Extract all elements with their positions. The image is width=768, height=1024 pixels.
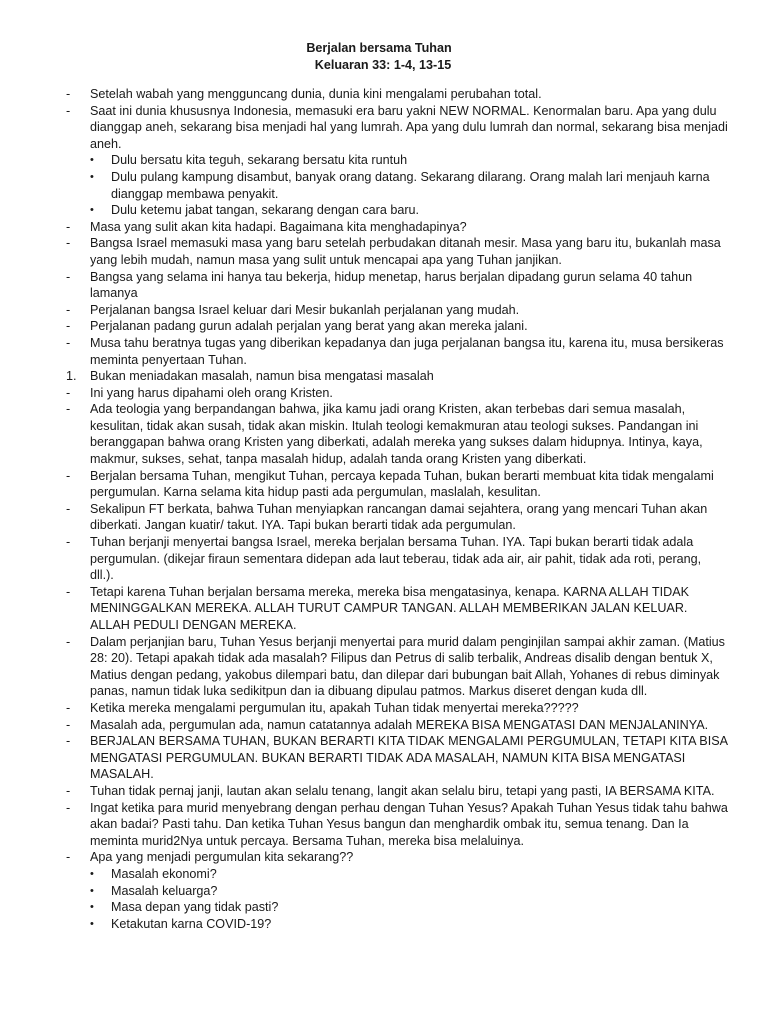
bullet-item — [66, 169, 728, 202]
list-item-text: Bangsa yang selama ini hanya tau bekerja, hidup menetap, harus berjalan dipadang gurun selama 40 tahun lamanya — [90, 269, 693, 301]
list-item — [66, 401, 728, 467]
list-item-text: Ada teologia yang berpandangan bahwa, jika kamu jadi orang Kristen, akan terbebas dari semua masalah, kesulitan, tidak akan susah, tidak akan miskin. Itulah teologi kemakmuran atau teologi sukses. Pandangan ini beranggapan bahwa orang Kristen yang diberkati, adalah mereka yang sukses dalam hidupnya. Intinya, kaya, makmur, sukses, sehat, tanpa masalah hidup, adalah tanda orang Kristen yang diberkati. — [90, 402, 703, 467]
list-item-text: Masa depan yang tidak pasti? — [111, 900, 279, 915]
list-item — [66, 86, 728, 103]
list-marker: - — [66, 87, 71, 101]
bullet-item — [66, 916, 728, 933]
list-item — [66, 849, 728, 866]
list-marker: - — [66, 468, 71, 483]
list-item-text: Tetapi karena Tuhan berjalan bersama mereka, mereka bisa mengatasinya, kenapa. KARNA ALLAH TIDAK MENINGGALKAN MEREKA. ALLAH TURUT CAMPUR TANGAN. ALLAH MEMBERIKAN JALAN KELUAR. ALLAH PEDULI DENGAN MEREKA. — [90, 584, 689, 632]
list-item-text: Berjalan bersama Tuhan, mengikut Tuhan, percaya kepada Tuhan, bukan berarti membuat kita tidak mengalami pergumulan. Karna selama kita hidup pasti ada pergumulan, maslalah, kesulitan. — [90, 468, 714, 500]
bullet-marker: • — [90, 154, 94, 167]
list-item — [66, 700, 728, 717]
list-item-text: Apa yang menjadi pergumulan kita sekarang?? — [90, 850, 354, 865]
list-item — [66, 103, 728, 153]
list-marker: 1. — [66, 369, 77, 384]
list-marker: - — [66, 103, 71, 118]
list-item-text: Perjalanan bangsa Israel keluar dari Mesir bukanlah perjalanan yang mudah. — [90, 302, 520, 317]
bullet-marker: • — [90, 917, 94, 930]
list-item-text: Perjalanan padang gurun adalah perjalan yang berat yang akan mereka jalani. — [90, 319, 528, 334]
document-body — [66, 86, 728, 932]
list-marker: - — [66, 535, 71, 550]
bullet-item — [66, 202, 728, 219]
list-item — [66, 235, 728, 268]
list-marker: - — [66, 385, 71, 400]
list-item — [66, 368, 728, 385]
list-item-text: Masalah ada, pergumulan ada, namun catatannya adalah MEREKA BISA MENGATASI DAN MENJALANINYA. — [90, 717, 709, 732]
list-marker: - — [66, 236, 71, 251]
list-item-text: BERJALAN BERSAMA TUHAN, BUKAN BERARTI KITA TIDAK MENGALAMI PERGUMULAN, TETAPI KITA BISA MENGATASI PERGUMULAN. BUKAN BERARTI TIDAK ADA MASALAH, NAMUN KITA BISA MENGATASI MASALAH. — [90, 734, 728, 782]
bullet-marker: • — [90, 901, 94, 914]
list-marker: - — [66, 269, 71, 284]
bullet-item — [66, 152, 728, 169]
list-marker: - — [66, 634, 71, 649]
list-marker: - — [66, 783, 71, 798]
list-item — [66, 634, 728, 700]
bullet-marker: • — [90, 867, 94, 880]
list-item-text: Masalah keluarga? — [111, 883, 218, 898]
list-item-text: Tuhan tidak pernaj janji, lautan akan selalu tenang, langit akan selalu biru, tetapi yang pasti, IA BERSAMA KITA. — [90, 783, 715, 798]
bullet-item — [66, 866, 728, 883]
list-item-text: Musa tahu beratnya tugas yang diberikan kepadanya dan juga perjalanan bangsa itu, karena itu, musa bersikeras meminta penyertaan Tuhan. — [90, 335, 724, 367]
list-item — [66, 269, 728, 302]
list-marker: - — [66, 335, 71, 350]
list-item-text: Dalam perjanjian baru, Tuhan Yesus berjanji menyertai para murid dalam penginjilan sampai akhir zaman. (Matius 28: 20). Tetapi apakah tidak ada masalah? Filipus dan Petrus di salib terbalik, Andreas disalib dengan bentuk X, Matius dengan pedang, yakobus dilempari batu, dan dilepar dari bubungan bait Allah, Yohanes di rebus diminyak panas, namun tidak luka sedikitpun dan ia dibuang dipulau patmos. Markus diseret dengan kuda dll. — [90, 634, 725, 699]
list-item — [66, 318, 728, 335]
list-marker: - — [66, 850, 71, 865]
list-marker: - — [66, 700, 71, 715]
bullet-item — [66, 883, 728, 900]
list-item — [66, 468, 728, 501]
list-item-text: Bangsa Israel memasuki masa yang baru setelah perbudakan ditanah mesir. Masa yang baru itu, bukanlah masa yang lebih mudah, namun masa yang sulit untuk mencapai apa yang Tuhan janjikan. — [90, 236, 721, 267]
bullet-item — [66, 899, 728, 916]
list-item — [66, 501, 728, 534]
list-marker: - — [66, 319, 71, 334]
list-marker: - — [66, 302, 71, 317]
list-item — [66, 385, 728, 402]
list-item-text: Dulu bersatu kita teguh, sekarang bersatu kita runtuh — [111, 153, 408, 168]
list-marker: - — [66, 402, 71, 417]
list-marker: - — [66, 734, 71, 749]
list-item — [66, 783, 728, 800]
bullet-marker: • — [90, 170, 94, 183]
list-item-text: Dulu pulang kampung disambut, banyak orang datang. Sekarang dilarang. Orang malah lari menjauh karna dianggap membawa penyakit. — [111, 169, 710, 201]
list-item — [66, 584, 728, 634]
list-item-text: Ketika mereka mengalami pergumulan itu, apakah Tuhan tidak menyertai mereka????? — [90, 700, 579, 715]
list-marker: - — [66, 717, 71, 732]
list-item-text: Ingat ketika para murid menyebrang dengan perhau dengan Tuhan Yesus? Apakah Tuhan Yesus tidak tahu bahwa akan badai? Pasti tahu. Dan ketika Tuhan Yesus bangun dan menghardik ombak itu, semua tenang. Dan Ia meminta murid2Nya untuk percaya. Bersama Tuhan, mereka bisa melaluinya. — [90, 800, 728, 848]
list-item — [66, 335, 728, 368]
list-item-text: Bukan meniadakan masalah, namun bisa mengatasi masalah — [90, 369, 434, 384]
list-item-text: Dulu ketemu jabat tangan, sekarang dengan cara baru. — [111, 203, 420, 218]
list-item-text: Masa yang sulit akan kita hadapi. Bagaimana kita menghadapinya? — [90, 219, 467, 234]
list-item — [66, 302, 728, 319]
document-subtitle: Keluaran 33: 1-4, 13-15 — [314, 57, 452, 72]
list-item-text: Setelah wabah yang mengguncang dunia, dunia kini mengalami perubahan total. — [90, 87, 542, 101]
list-item — [66, 219, 728, 236]
list-item-text: Sekalipun FT berkata, bahwa Tuhan menyiapkan rancangan damai sejahtera, orang yang mencari Tuhan akan diberkati. Jangan kuatir/ takut. IYA. Tapi bukan berarti tidak ada pergumulan. — [90, 501, 708, 533]
bullet-marker: • — [90, 204, 94, 217]
list-item-text: Masalah ekonomi? — [111, 866, 217, 881]
list-item-text: Tuhan berjanji menyertai bangsa Israel, mereka berjalan bersama Tuhan. IYA. Tapi bukan berarti tidak adala pergumulan. (dikejar firaun sementara didepan ada laut teberau, tidak ada air, air pahit, tidak ada roti, perang, dll.). — [90, 535, 702, 583]
list-item-text: Ketakutan karna COVID-19? — [111, 916, 272, 931]
document-title: Berjalan bersama Tuhan — [306, 41, 452, 55]
list-marker: - — [66, 584, 71, 599]
list-item-text: Saat ini dunia khususnya Indonesia, memasuki era baru yakni NEW NORMAL. Kenormalan baru. Apa yang dulu dianggap aneh, sekarang bisa menjadi hal yang lumrah. Apa yang dulu lumrah dan normal, sekarang bisa menjadi aneh. — [90, 103, 728, 151]
title-block — [0, 40, 768, 73]
list-item-text: Ini yang harus dipahami oleh orang Kristen. — [90, 385, 333, 400]
list-item — [66, 800, 728, 850]
list-marker: - — [66, 219, 71, 234]
list-marker: - — [66, 800, 71, 815]
list-item — [66, 733, 728, 783]
list-item — [66, 717, 728, 734]
list-item — [66, 534, 728, 584]
list-marker: - — [66, 501, 71, 516]
bullet-marker: • — [90, 884, 94, 897]
